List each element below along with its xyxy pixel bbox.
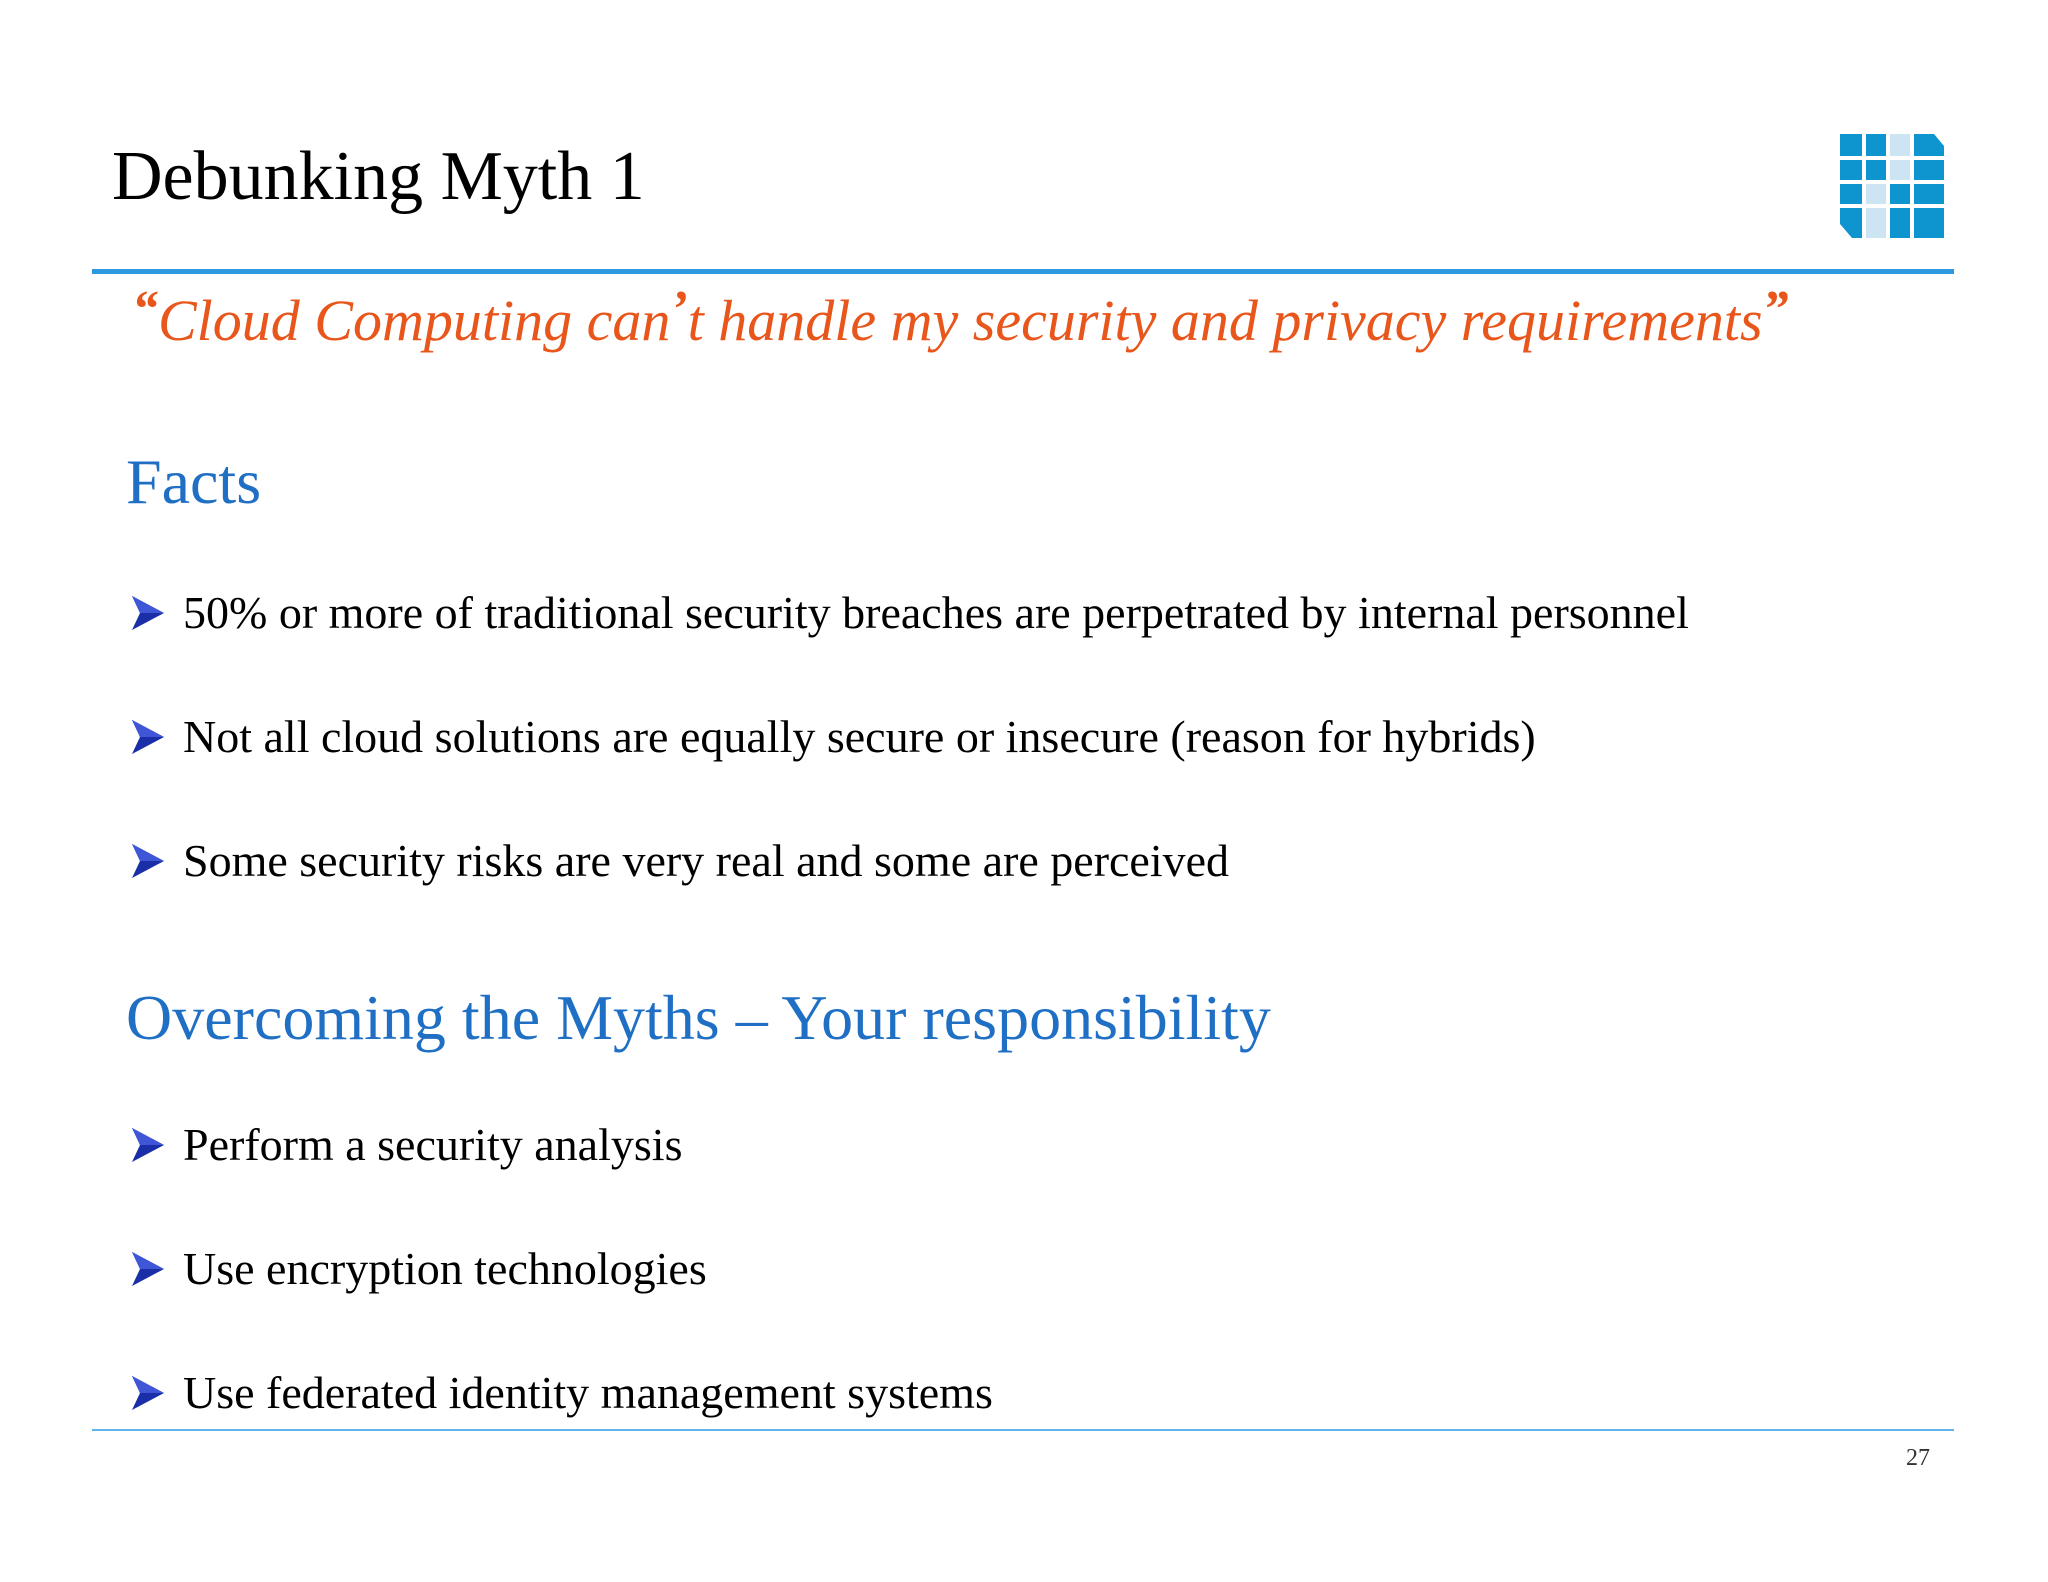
facts-bullet-2 (130, 711, 1536, 762)
arrow-bullet-icon (130, 594, 166, 632)
bullet-text: 50% or more of traditional security breaches are perpetrated by internal personnel (183, 587, 1689, 638)
bullet-text: Perform a security analysis (183, 1119, 683, 1170)
footer-divider (92, 1429, 1954, 1431)
responsibility-bullet-3 (130, 1367, 993, 1418)
quote-text-before: Cloud Computing can (158, 288, 671, 353)
logo-icon (1838, 132, 1946, 240)
responsibility-heading: Overcoming the Myths – Your responsibility (126, 982, 1271, 1053)
arrow-bullet-icon (130, 718, 166, 756)
bullet-text: Use federated identity management systems (183, 1367, 993, 1418)
arrow-bullet-icon (130, 842, 166, 880)
page-number: 27 (1906, 1445, 1930, 1471)
arrow-bullet-icon (130, 1374, 166, 1412)
facts-heading: Facts (126, 446, 262, 517)
facts-bullet-1 (130, 587, 1689, 638)
title-divider (92, 269, 1954, 274)
responsibility-bullet-2 (130, 1243, 707, 1294)
myth-quote (132, 281, 1789, 353)
arrow-bullet-icon (130, 1250, 166, 1288)
facts-bullet-3 (130, 835, 1230, 886)
bullet-text: Not all cloud solutions are equally secure or insecure (reason for hybrids) (183, 711, 1536, 762)
arrow-bullet-icon (130, 1126, 166, 1164)
quote-text-after: t handle my security and privacy requirements (687, 288, 1763, 353)
responsibility-bullet-1 (130, 1119, 683, 1170)
quote-apostrophe: ’ (670, 281, 688, 338)
slide-title: Debunking Myth 1 (112, 138, 645, 215)
bullet-text: Some security risks are very real and some are perceived (183, 835, 1230, 886)
close-quote-mark: ” (1762, 281, 1789, 338)
open-quote-mark: “ (132, 281, 158, 338)
bullet-text: Use encryption technologies (183, 1243, 707, 1294)
